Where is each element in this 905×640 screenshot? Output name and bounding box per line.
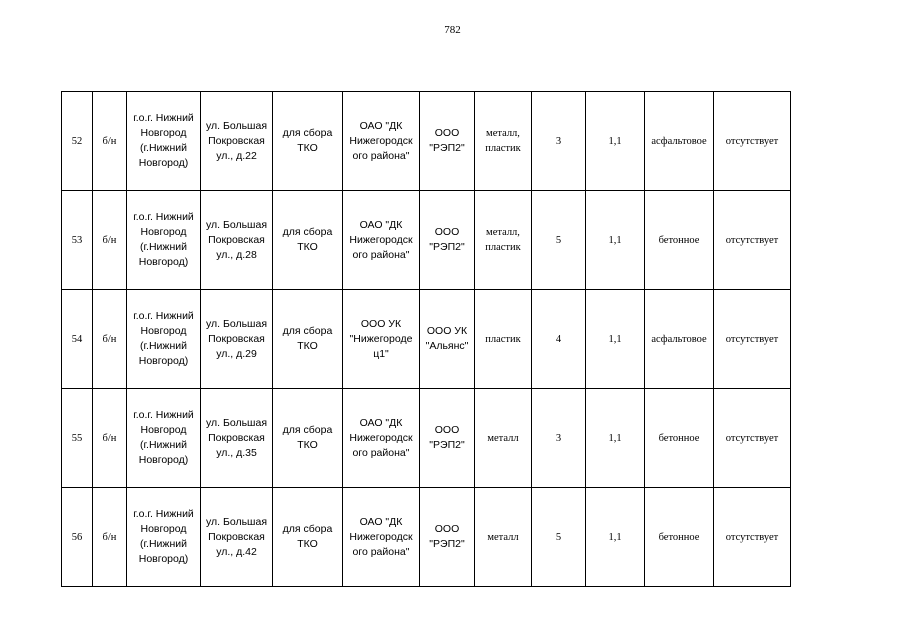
owner-cell: ОАО "ДК Нижегородск ого района"	[343, 191, 420, 290]
operator-cell: ООО УК "Альянс"	[420, 290, 475, 389]
purpose-cell: для сбора ТКО	[273, 488, 343, 587]
container-count-cell: 3	[532, 389, 586, 488]
operator-cell: ООО "РЭП2"	[420, 488, 475, 587]
municipality-cell: г.о.г. Нижний Новгород (г.Нижний Новгород)	[127, 191, 201, 290]
table-row	[62, 92, 791, 191]
municipality-cell: г.о.г. Нижний Новгород (г.Нижний Новгород)	[127, 488, 201, 587]
row-number-cell: 54	[62, 290, 93, 389]
address-cell: ул. Большая Покровская ул., д.42	[201, 488, 273, 587]
material-cell: металл, пластик	[475, 191, 532, 290]
row-number-cell: 52	[62, 92, 93, 191]
owner-cell: ОАО "ДК Нижегородск ого района"	[343, 488, 420, 587]
row-number-cell: 55	[62, 389, 93, 488]
municipality-cell: г.о.г. Нижний Новгород (г.Нижний Новгород)	[127, 389, 201, 488]
operator-cell: ООО "РЭП2"	[420, 389, 475, 488]
container-volume-cell: 1,1	[586, 290, 645, 389]
container-count-cell: 5	[532, 488, 586, 587]
municipality-cell: г.о.г. Нижний Новгород (г.Нижний Новгород)	[127, 290, 201, 389]
purpose-cell: для сбора ТКО	[273, 92, 343, 191]
container-volume-cell: 1,1	[586, 389, 645, 488]
table-row	[62, 191, 791, 290]
material-cell: пластик	[475, 290, 532, 389]
owner-cell: ОАО "ДК Нижегородск ого района"	[343, 389, 420, 488]
fence-cell: отсутствует	[714, 290, 791, 389]
surface-cell: асфальтовое	[645, 92, 714, 191]
material-cell: металл, пластик	[475, 92, 532, 191]
owner-cell: ОАО "ДК Нижегородск ого района"	[343, 92, 420, 191]
municipality-cell: г.о.г. Нижний Новгород (г.Нижний Новгород)	[127, 92, 201, 191]
table-row	[62, 488, 791, 587]
owner-cell: ООО УК "Нижегороде ц1"	[343, 290, 420, 389]
address-cell: ул. Большая Покровская ул., д.28	[201, 191, 273, 290]
container-volume-cell: 1,1	[586, 488, 645, 587]
row-number-cell: 56	[62, 488, 93, 587]
table-row	[62, 389, 791, 488]
operator-cell: ООО "РЭП2"	[420, 191, 475, 290]
address-cell: ул. Большая Покровская ул., д.22	[201, 92, 273, 191]
page-number: 782	[444, 24, 461, 36]
row-number-cell: 53	[62, 191, 93, 290]
fence-cell: отсутствует	[714, 92, 791, 191]
surface-cell: бетонное	[645, 389, 714, 488]
material-cell: металл	[475, 488, 532, 587]
container-count-cell: 5	[532, 191, 586, 290]
address-cell: ул. Большая Покровская ул., д.35	[201, 389, 273, 488]
material-cell: металл	[475, 389, 532, 488]
table-row	[62, 290, 791, 389]
surface-cell: бетонное	[645, 191, 714, 290]
container-count-cell: 4	[532, 290, 586, 389]
fence-cell: отсутствует	[714, 488, 791, 587]
surface-cell: бетонное	[645, 488, 714, 587]
purpose-cell: для сбора ТКО	[273, 389, 343, 488]
operator-cell: ООО "РЭП2"	[420, 92, 475, 191]
purpose-cell: для сбора ТКО	[273, 191, 343, 290]
waste-site-registry-table	[61, 91, 791, 587]
registration-cell: б/н	[93, 389, 127, 488]
registration-cell: б/н	[93, 191, 127, 290]
purpose-cell: для сбора ТКО	[273, 290, 343, 389]
registration-cell: б/н	[93, 488, 127, 587]
surface-cell: асфальтовое	[645, 290, 714, 389]
container-volume-cell: 1,1	[586, 92, 645, 191]
container-volume-cell: 1,1	[586, 191, 645, 290]
container-count-cell: 3	[532, 92, 586, 191]
registration-cell: б/н	[93, 290, 127, 389]
registration-cell: б/н	[93, 92, 127, 191]
fence-cell: отсутствует	[714, 191, 791, 290]
address-cell: ул. Большая Покровская ул., д.29	[201, 290, 273, 389]
fence-cell: отсутствует	[714, 389, 791, 488]
